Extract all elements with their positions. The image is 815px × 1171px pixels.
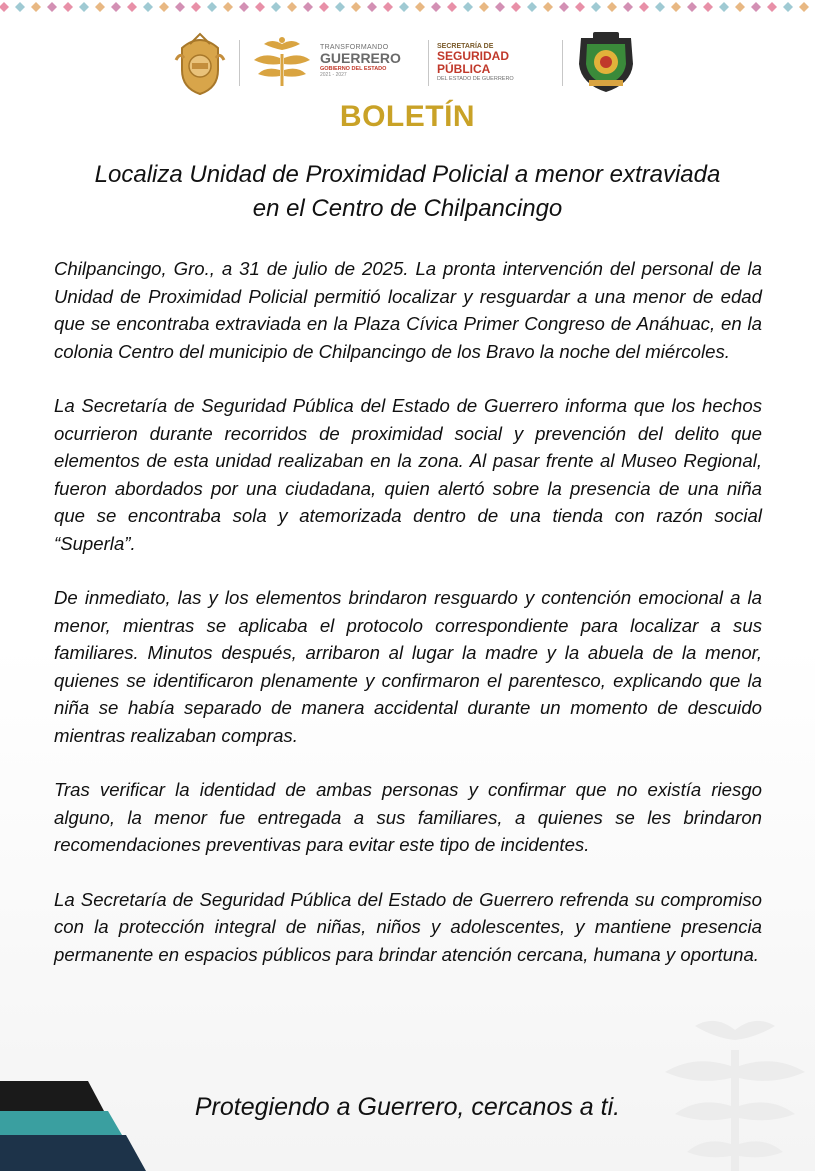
- paragraph: Tras verificar la identidad de ambas personas y confirmar que no existía riesgo alguno, la menor fue entregada a sus familiares, a quienes se les brindaron recomendaciones preventivas para evitar este tipo de incidentes.: [54, 779, 762, 855]
- bulletin-label: BOLETÍN: [339, 100, 476, 133]
- wordmark-line4: 2021 - 2027: [320, 72, 347, 78]
- headline-line2: en el Centro de Chilpancingo: [252, 195, 563, 222]
- decorative-top-border: [0, 0, 815, 16]
- logo-divider: [562, 40, 563, 86]
- headline: [40, 158, 775, 226]
- ssp-line1: SECRETARÍA DE: [437, 43, 494, 50]
- wordmark-line2: GUERRERO: [320, 50, 401, 66]
- watermark-emblem-icon: [635, 1010, 815, 1171]
- ssp-line3: PÚBLICA: [437, 62, 491, 76]
- police-shield-icon: [573, 30, 639, 94]
- paragraph: Chilpancingo, Gro., a 31 de julio de 2025. La pronta intervención del personal de la Unidad de Proximidad Policial permitió localizar y resguardar a una menor de edad que se encontraba extraviada en la Plaza Cívica Primer Congreso de Anáhuac, en la colonia Centro del municipio de Chilpancingo de los Bravo la noche del miércoles.: [54, 258, 762, 362]
- logo-divider: [428, 40, 429, 86]
- ssp-line4: DEL ESTADO DE GUERRERO: [437, 76, 514, 82]
- logo-divider: [239, 40, 240, 86]
- paragraph: La Secretaría de Seguridad Pública del Estado de Guerrero refrenda su compromiso con la protección integral de niñas, niños y adolescentes, y mantiene presencia permanente en espacios públicos para brindar atención cercana, humana y oportuna.: [54, 888, 762, 965]
- state-coat-of-arms-icon: [172, 30, 228, 96]
- slogan: Protegiendo a Guerrero, cercanos a ti.: [194, 1093, 621, 1121]
- wordmark-line1: TRANSFORMANDO: [320, 44, 389, 51]
- ssp-line2: SEGURIDAD: [437, 49, 510, 63]
- paragraph: De inmediato, las y los elementos brindaron resguardo y contención emocional a la menor, mientras se aplicaba el protocolo correspondiente para localizar a sus familiares. Minutos después, arribaron al lugar la madre y la abuela de la menor, quienes se identificaron plenamente y confirmaron el parentesco, explicando que la niña se había separado de manera accidental durante un momento de descuido mientras realizaban compras.: [54, 587, 762, 746]
- wordmark-line3: GOBIERNO DEL ESTADO: [320, 66, 387, 72]
- paragraph: La Secretaría de Seguridad Pública del Estado de Guerrero informa que los hechos ocurrieron durante recorridos de proximidad social y prevención del delito que elementos de esta unidad realizaban en la zona. Al pasar frente al Museo Regional, fueron abordados por una ciudadana, quien alertó sobre la presencia de una niña que se encontraba sola y atemorizada dentro de una tienda con razón social “Superla”.: [54, 395, 762, 554]
- guerrero-wordmark: [320, 44, 420, 78]
- headline-line1: Localiza Unidad de Proximidad Policial a menor extraviada: [94, 161, 721, 188]
- header-logos: [0, 30, 815, 96]
- guerrero-emblem-icon: [250, 36, 314, 90]
- article-body: [54, 255, 762, 995]
- ssp-wordmark: [437, 43, 557, 82]
